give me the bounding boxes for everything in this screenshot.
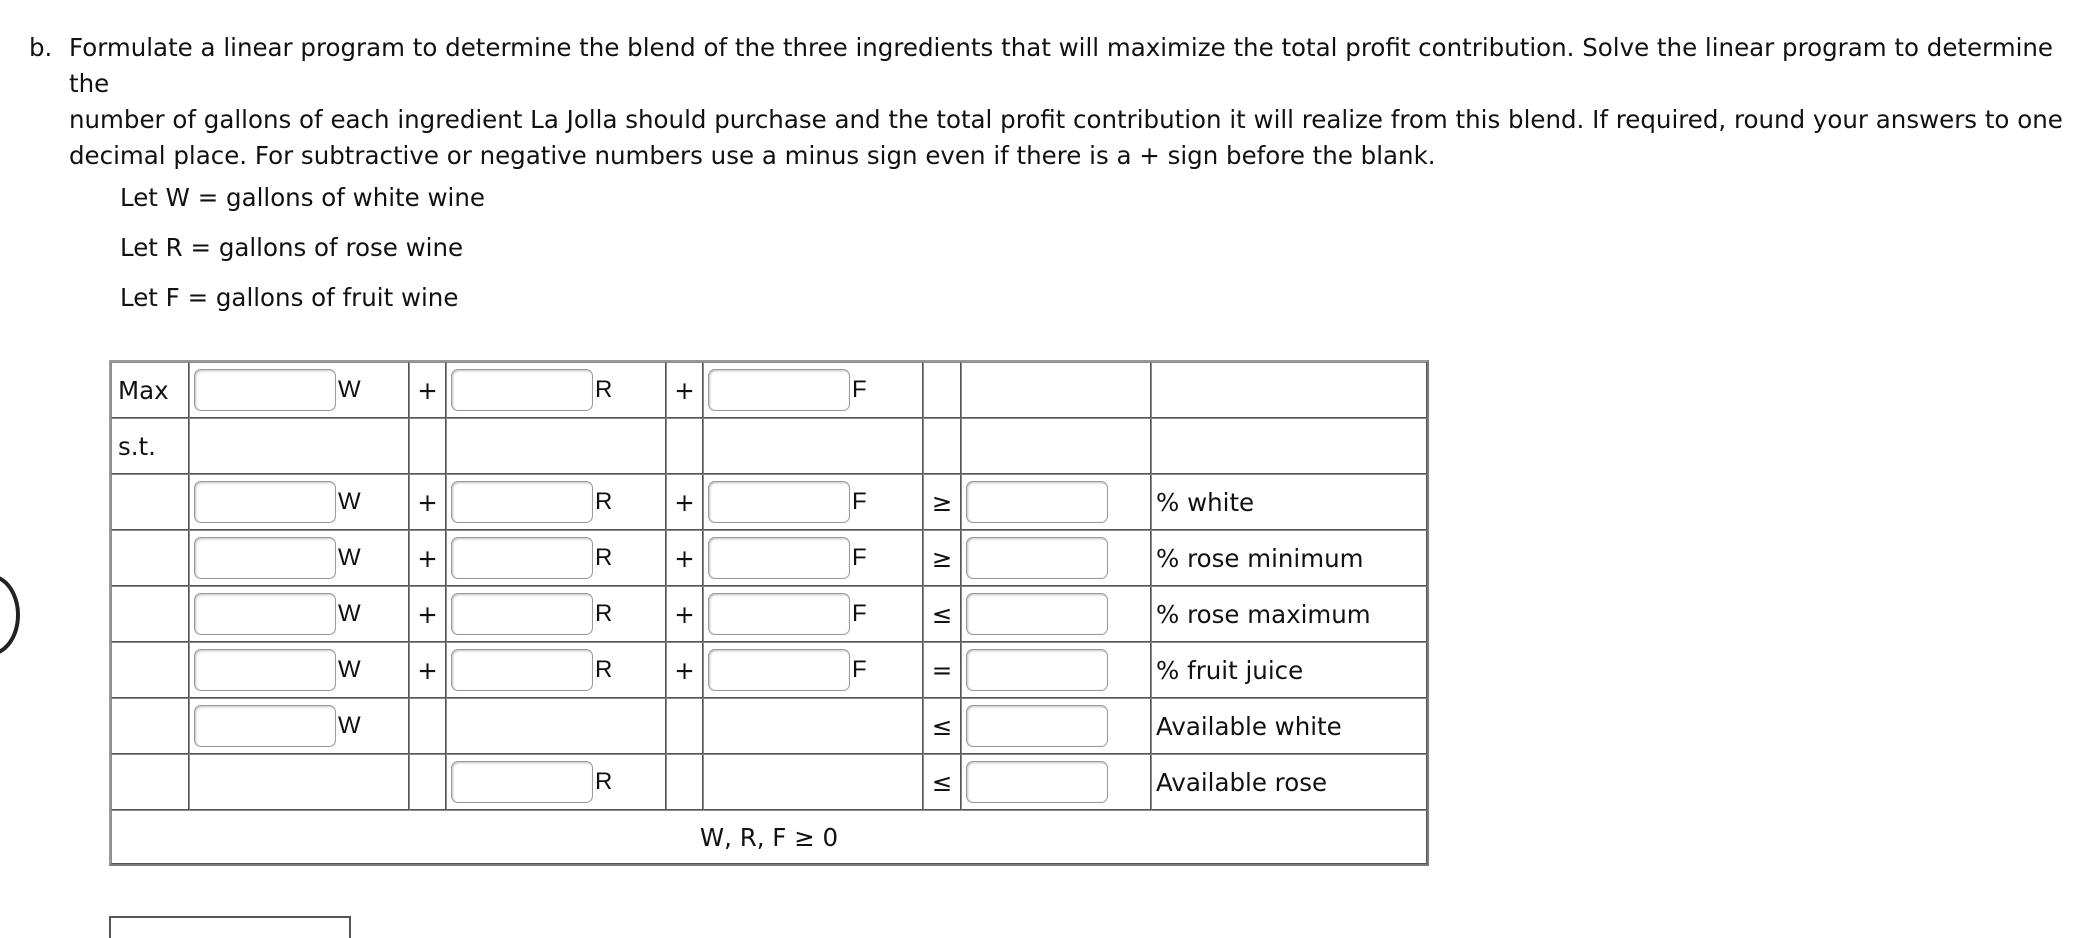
var-r-label: R bbox=[595, 656, 613, 683]
var-w-label: W bbox=[338, 656, 361, 683]
plus-sign: + bbox=[666, 362, 703, 418]
c4-rhs-input[interactable] bbox=[966, 649, 1108, 691]
objective-row bbox=[111, 362, 1427, 418]
variable-definitions bbox=[120, 180, 485, 330]
c4-w-input[interactable] bbox=[194, 649, 336, 691]
question-letter: b. bbox=[29, 33, 53, 62]
c6-r-input[interactable] bbox=[451, 761, 593, 803]
c2-w-input[interactable] bbox=[194, 537, 336, 579]
partial-circle-marker bbox=[0, 574, 20, 656]
question-line-3: decimal place. For subtractive or negative numbers use a minus sign even if there is a + sign before the blank. bbox=[69, 141, 1436, 170]
definition-f: Let F = gallons of fruit wine bbox=[120, 283, 459, 312]
plus-sign: + bbox=[409, 474, 446, 530]
var-w-label: W bbox=[338, 488, 361, 515]
c3-r-input[interactable] bbox=[451, 593, 593, 635]
var-f-label: F bbox=[852, 376, 867, 403]
linear-program-table bbox=[109, 360, 1429, 866]
c3-rhs-input[interactable] bbox=[966, 593, 1108, 635]
constraint-row-available-rose bbox=[111, 754, 1427, 810]
var-f-label: F bbox=[852, 488, 867, 515]
plus-sign: + bbox=[409, 642, 446, 698]
plus-sign: + bbox=[409, 530, 446, 586]
constraint-row-rose-max bbox=[111, 586, 1427, 642]
constraint-description: % white bbox=[1151, 474, 1427, 530]
nonnegativity-constraint: W, R, F ≥ 0 bbox=[111, 810, 1427, 864]
c3-f-input[interactable] bbox=[708, 593, 850, 635]
relation-sign: = bbox=[923, 642, 961, 698]
constraint-description: % rose minimum bbox=[1151, 530, 1427, 586]
var-r-label: R bbox=[595, 768, 613, 795]
c5-rhs-input[interactable] bbox=[966, 705, 1108, 747]
var-f-label: F bbox=[852, 600, 867, 627]
constraint-row-fruit-juice bbox=[111, 642, 1427, 698]
question-line-2: number of gallons of each ingredient La Jolla should purchase and the total profit contribution it will realize from this blend. If required, round your answers to one bbox=[69, 105, 2063, 134]
c1-f-input[interactable] bbox=[708, 481, 850, 523]
plus-sign: + bbox=[409, 362, 446, 418]
subject-to-row bbox=[111, 418, 1427, 474]
constraint-description: % fruit juice bbox=[1151, 642, 1427, 698]
definition-r: Let R = gallons of rose wine bbox=[120, 233, 464, 262]
st-label: s.t. bbox=[111, 418, 189, 474]
c6-rhs-input[interactable] bbox=[966, 761, 1108, 803]
next-section-box bbox=[109, 916, 351, 938]
constraint-description: % rose maximum bbox=[1151, 586, 1427, 642]
question-b bbox=[29, 30, 2081, 174]
question-line-1: Formulate a linear program to determine the blend of the three ingredients that will maximize the total profit contribution. Solve the linear program to determine the bbox=[69, 33, 2053, 98]
plus-sign: + bbox=[666, 642, 703, 698]
var-w-label: W bbox=[338, 712, 361, 739]
var-r-label: R bbox=[595, 376, 613, 403]
relation-sign: ≤ bbox=[923, 754, 961, 810]
question-text bbox=[69, 30, 2081, 174]
var-w-label: W bbox=[338, 376, 361, 403]
c3-w-input[interactable] bbox=[194, 593, 336, 635]
c4-f-input[interactable] bbox=[708, 649, 850, 691]
constraint-row-white bbox=[111, 474, 1427, 530]
objective-f-input[interactable] bbox=[708, 369, 850, 411]
c1-r-input[interactable] bbox=[451, 481, 593, 523]
c2-r-input[interactable] bbox=[451, 537, 593, 579]
objective-w-input[interactable] bbox=[194, 369, 336, 411]
c2-f-input[interactable] bbox=[708, 537, 850, 579]
var-w-label: W bbox=[338, 544, 361, 571]
c2-rhs-input[interactable] bbox=[966, 537, 1108, 579]
plus-sign: + bbox=[409, 586, 446, 642]
objective-r-input[interactable] bbox=[451, 369, 593, 411]
relation-sign: ≥ bbox=[923, 530, 961, 586]
var-r-label: R bbox=[595, 600, 613, 627]
definition-w: Let W = gallons of white wine bbox=[120, 183, 485, 212]
relation-sign: ≤ bbox=[923, 698, 961, 754]
plus-sign: + bbox=[666, 586, 703, 642]
constraint-row-available-white bbox=[111, 698, 1427, 754]
var-f-label: F bbox=[852, 544, 867, 571]
constraint-description: Available white bbox=[1151, 698, 1427, 754]
plus-sign: + bbox=[666, 530, 703, 586]
c1-w-input[interactable] bbox=[194, 481, 336, 523]
constraint-description: Available rose bbox=[1151, 754, 1427, 810]
c5-w-input[interactable] bbox=[194, 705, 336, 747]
var-w-label: W bbox=[338, 600, 361, 627]
relation-sign: ≥ bbox=[923, 474, 961, 530]
constraint-row-rose-min bbox=[111, 530, 1427, 586]
relation-sign: ≤ bbox=[923, 586, 961, 642]
nonnegativity-row bbox=[111, 810, 1427, 864]
plus-sign: + bbox=[666, 474, 703, 530]
var-f-label: F bbox=[852, 656, 867, 683]
var-r-label: R bbox=[595, 488, 613, 515]
var-r-label: R bbox=[595, 544, 613, 571]
max-label: Max bbox=[111, 362, 189, 418]
c4-r-input[interactable] bbox=[451, 649, 593, 691]
c1-rhs-input[interactable] bbox=[966, 481, 1108, 523]
